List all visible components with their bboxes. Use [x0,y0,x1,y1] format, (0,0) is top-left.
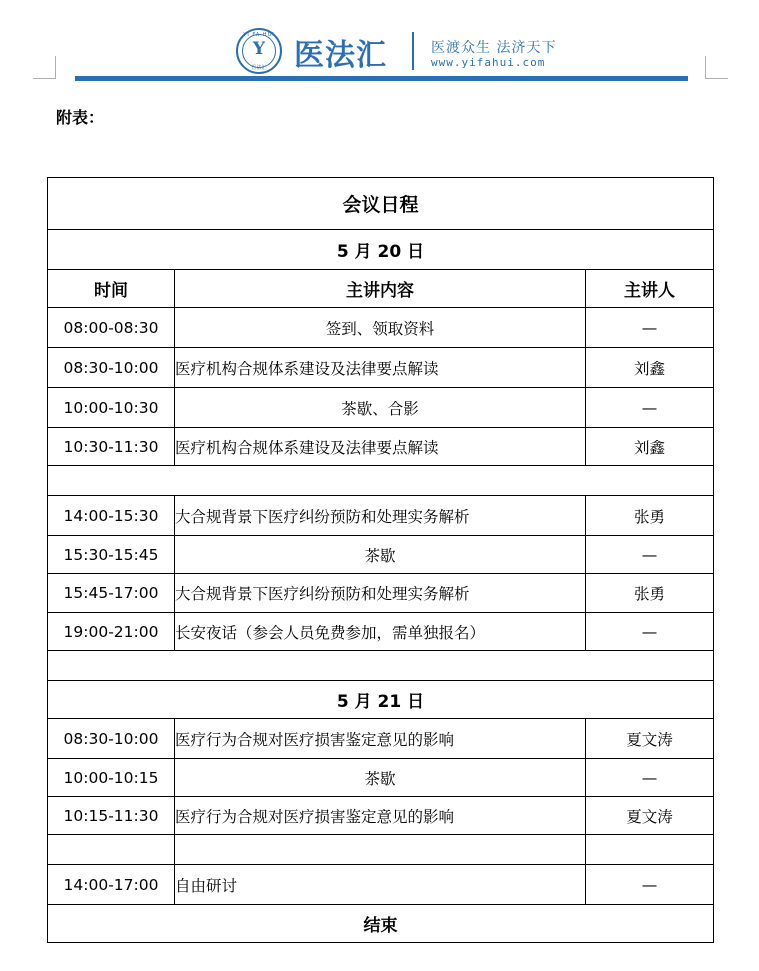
time-cell: 14:00-15:30 [48,496,175,536]
speaker-cell: — [586,759,714,797]
table-row [48,536,714,574]
time-cell: 15:45-17:00 [48,574,175,613]
topic-cell: 大合规背景下医疗纠纷预防和处理实务解析 [175,574,586,613]
table-row [48,496,714,536]
speaker-cell: — [586,308,714,348]
time-cell: 15:30-15:45 [48,536,175,574]
topic-cell: 长安夜话（参会人员免费参加，需单独报名） [175,613,586,651]
blank-row [48,835,714,865]
table-row [48,613,714,651]
time-cell: 10:30-11:30 [48,428,175,466]
speaker-cell: 张勇 [586,574,714,613]
speaker-cell: 刘鑫 [586,428,714,466]
day-heading: 5 月 20 日 [48,230,714,270]
margin-mark-right [705,56,728,79]
speaker-cell: 刘鑫 [586,348,714,388]
speaker-cell: 夏文涛 [586,719,714,759]
topic-cell: 医疗机构合规体系建设及法律要点解读 [175,348,586,388]
speaker-cell: — [586,536,714,574]
time-cell: 19:00-21:00 [48,613,175,651]
speaker-cell: — [586,865,714,905]
header-divider [412,32,414,70]
table-row [48,797,714,835]
time-cell: 10:00-10:15 [48,759,175,797]
column-header-time: 时间 [48,270,175,308]
speaker-cell: 夏文涛 [586,797,714,835]
brand-slogan: 医渡众生 法济天下 [431,40,557,56]
time-cell: 08:00-08:30 [48,308,175,348]
blank-row [48,466,714,496]
speaker-cell: 张勇 [586,496,714,536]
topic-cell: 签到、领取资料 [175,308,586,348]
brand-logo-icon: YI FA HUI Y 医法汇 [236,28,282,74]
site-url: www.yifahui.com [431,56,546,69]
time-cell: 14:00-17:00 [48,865,175,905]
table-row [48,428,714,466]
table-row [48,574,714,613]
time-cell: 10:15-11:30 [48,797,175,835]
brand-name: 医法汇 [294,38,387,73]
day-heading: 5 月 21 日 [48,681,714,719]
table-row [48,348,714,388]
end-label: 结束 [48,905,714,943]
topic-cell: 大合规背景下医疗纠纷预防和处理实务解析 [175,496,586,536]
schedule-title: 会议日程 [48,178,714,230]
column-header-speaker: 主讲人 [586,270,714,308]
topic-cell: 茶歇 [175,759,586,797]
header-rule [75,76,688,81]
topic-cell: 茶歇、合影 [175,388,586,428]
blank-row [48,651,714,681]
table-row [48,759,714,797]
schedule-table [47,177,714,943]
speaker-cell: — [586,613,714,651]
table-row [48,865,714,905]
time-cell: 08:30-10:00 [48,719,175,759]
table-row [48,388,714,428]
margin-mark-left [33,56,56,79]
speaker-cell: — [586,388,714,428]
topic-cell: 医疗行为合规对医疗损害鉴定意见的影响 [175,797,586,835]
topic-cell: 自由研讨 [175,865,586,905]
column-header-topic: 主讲内容 [175,270,586,308]
table-row [48,308,714,348]
topic-cell: 茶歇 [175,536,586,574]
attachment-label: 附表： [56,108,105,127]
time-cell: 10:00-10:30 [48,388,175,428]
page-header [0,0,759,100]
table-row [48,719,714,759]
time-cell: 08:30-10:00 [48,348,175,388]
topic-cell: 医疗行为合规对医疗损害鉴定意见的影响 [175,719,586,759]
topic-cell: 医疗机构合规体系建设及法律要点解读 [175,428,586,466]
